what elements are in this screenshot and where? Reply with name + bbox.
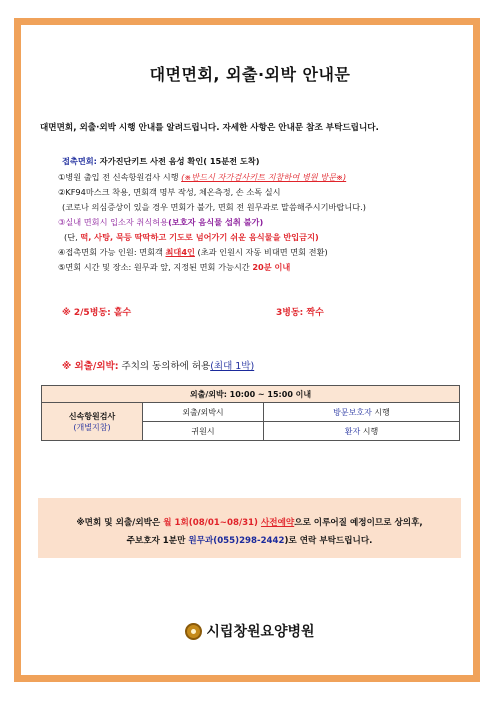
outing-limit: (최대 1박) bbox=[210, 361, 255, 372]
outing-label: ※ 외출/외박: bbox=[62, 361, 119, 372]
table-cell-action: 시행 bbox=[360, 426, 379, 436]
hospital-seal-icon bbox=[185, 623, 202, 640]
table-rowhead-sub: (개별지참) bbox=[73, 422, 111, 432]
item-3-text: ③실내 면회시 입소자 취식허용 bbox=[58, 217, 169, 227]
item-1-text: ①병원 출입 전 신속항원검사 시행 bbox=[58, 172, 182, 182]
page-title: 대면면회, 외출·외박 안내문 bbox=[149, 65, 351, 84]
notice-panel bbox=[38, 498, 461, 558]
item-3-note: (보호자 음식물 섭취 불가) bbox=[168, 217, 264, 227]
item-3-sub-prefix: (단, bbox=[64, 232, 81, 242]
table-rowhead bbox=[42, 403, 143, 441]
table-cell-who-name: 환자 bbox=[344, 426, 361, 436]
table-cell-who-name: 방문보호자 bbox=[333, 407, 372, 417]
notice-line-1-e: 으로 이루어질 예정이므로 상의후, bbox=[294, 518, 423, 528]
item-4-max: 최대4인 bbox=[165, 247, 195, 257]
item-2-sub: (코로나 의심증상이 있을 경우 면회가 불가, 면회 전 원무과로 말씀해주시기바랍니다.) bbox=[62, 202, 366, 212]
notice-line-1-d: 사전예약 bbox=[260, 518, 295, 528]
table-cell-action: 시행 bbox=[371, 407, 390, 417]
item-5-limit: 20분 이내 bbox=[252, 262, 291, 272]
notice-line-1 bbox=[38, 514, 461, 532]
item-3-sub-text: 떡, 사탕, 묵등 딱딱하고 기도로 넘어가기 쉬운 음식물을 반입금지) bbox=[80, 232, 319, 242]
ward-odd: ※ 2/5병동: 홀수 bbox=[62, 308, 132, 318]
hospital-logo bbox=[0, 621, 500, 641]
item-1 bbox=[58, 172, 346, 183]
table-cell-when: 외출/외박시 bbox=[143, 403, 264, 422]
notice-line-1-a: ※면회 및 외출/외박은 bbox=[76, 518, 164, 528]
item-4 bbox=[58, 247, 328, 258]
item-4-note: (초과 인원시 자동 비대면 면회 전환) bbox=[194, 247, 328, 257]
table-header: 외출/외박: 10:00 ~ 15:00 이내 bbox=[42, 386, 460, 403]
outing-text: 주치의 동의하에 허용 bbox=[118, 361, 211, 372]
notice-line-2-b: 원무과(055)298-2442 bbox=[188, 536, 285, 546]
ward-even: 3병동: 짝수 bbox=[276, 308, 324, 318]
hospital-name: 시립창원요양병원 bbox=[206, 624, 315, 640]
notice-line-2-c: )로 연락 부탁드립니다. bbox=[284, 536, 373, 546]
notice-line-2 bbox=[38, 532, 461, 550]
table-cell-who bbox=[264, 422, 460, 441]
item-4-text: ④접촉면회 가능 인원: 면회객 bbox=[58, 247, 166, 257]
outing-line bbox=[62, 358, 254, 372]
contact-visit-rule: 자가진단키트 사전 음성 확인( 15분전 도착) bbox=[99, 156, 260, 166]
item-5 bbox=[58, 262, 290, 273]
item-3-sub bbox=[64, 232, 319, 243]
page-border bbox=[14, 18, 480, 682]
table-cell-when: 귀원시 bbox=[143, 422, 264, 441]
contact-visit-label: 접촉면회: bbox=[62, 156, 97, 166]
table-cell-who bbox=[264, 403, 460, 422]
intro-text: 대면면회, 외출·외박 시행 안내를 알려드립니다. 자세한 사항은 안내문 참조 부탁드립니다. bbox=[40, 123, 379, 133]
notice-line-2-a: 주보호자 1분만 bbox=[126, 536, 189, 546]
item-1-note: (※반드시 자가검사키트 지참하여 병원 방문※) bbox=[181, 172, 347, 182]
contact-visit-heading bbox=[62, 156, 259, 167]
outing-table bbox=[41, 385, 460, 441]
item-5-text: ⑤면회 시간 및 장소: 원무과 앞, 지정된 면회 가능시간 bbox=[58, 262, 253, 272]
item-3 bbox=[58, 217, 263, 228]
notice-line-1-b: 월 1회(08/01~08/31) bbox=[163, 518, 258, 528]
table-rowhead-title: 신속항원검사 bbox=[68, 411, 116, 421]
item-2: ②KF94마스크 착용, 면회객 명부 작성, 체온측정, 손 소독 실시 bbox=[58, 187, 281, 197]
table-row bbox=[42, 403, 460, 422]
